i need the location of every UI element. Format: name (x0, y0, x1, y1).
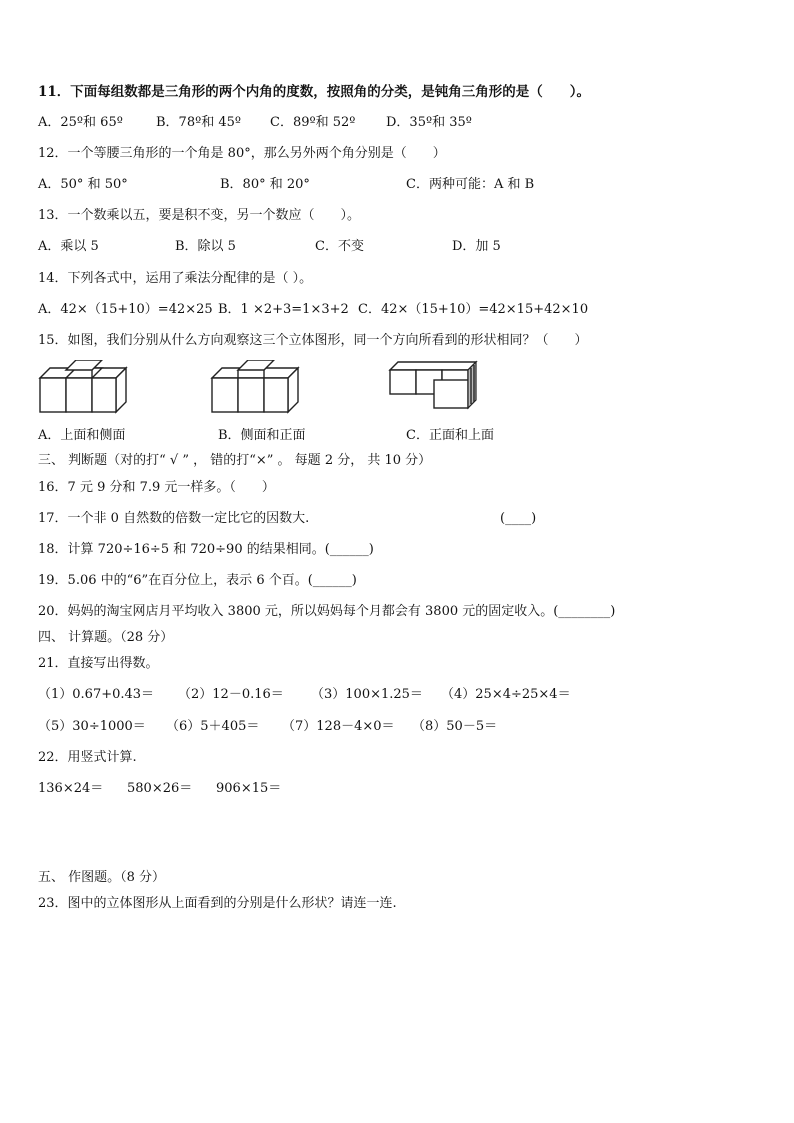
q21-item-6[interactable]: （6）5＋405＝ (166, 719, 260, 734)
q15-option-c[interactable]: C．正面和上面 (406, 428, 494, 443)
q11-stem: 11．下面每组数都是三角形的两个内角的度数，按照角的分类，是钝角三角形的是（ ）。 (38, 84, 591, 100)
q14-option-c[interactable]: C．42×（15+10）=42×15+42×10 (358, 302, 589, 317)
q13-option-b[interactable]: B．除以 5 (175, 239, 236, 254)
q11-option-a[interactable]: A．25º和 65º (38, 115, 123, 130)
q22-item-1[interactable]: 136×24＝ (38, 781, 104, 796)
q13-option-a[interactable]: A．乘以 5 (38, 239, 99, 254)
q16-text: 16．7 元 9 分和 7.9 元一样多。（ ） (38, 480, 275, 495)
q21-item-3[interactable]: （3）100×1.25＝ (311, 687, 423, 702)
q21-item-2[interactable]: （2）12－0.16＝ (178, 687, 284, 702)
q21-item-4[interactable]: （4）25×4÷25×4＝ (441, 687, 571, 702)
q21-item-5[interactable]: （5）30÷1000＝ (38, 719, 146, 734)
q21-row-2 (38, 718, 497, 736)
section-4-title: 四、 计算题。（28 分） (38, 630, 174, 645)
q11-option-b[interactable]: B．78º和 45º (156, 115, 241, 130)
q21-stem: 21．直接写出得数。 (38, 656, 159, 671)
q17-answer-blank[interactable]: (____) (500, 511, 537, 526)
q21-row-1 (38, 686, 571, 704)
q13-stem: 13．一个数乘以五，要是积不变，另一个数应（ ）。 (38, 208, 361, 223)
q12-options (38, 176, 534, 194)
q21-item-1[interactable]: （1）0.67+0.43＝ (38, 687, 155, 702)
q20-text: 20．妈妈的淘宝网店月平均收入 3800 元，所以妈妈每个月都会有 3800 元的固定收入。(________) (38, 604, 616, 619)
q11-options (38, 114, 472, 132)
q12-option-c[interactable]: C．两种可能：A 和 B (406, 177, 535, 192)
section-5-title: 五、 作图题。（8 分） (38, 870, 166, 885)
q17-text: 17．一个非 0 自然数的倍数一定比它的因数大. (38, 511, 310, 526)
q14-option-a[interactable]: A．42×（15+10）=42×25 (38, 302, 213, 317)
q15-stem: 15．如图，我们分别从什么方向观察这三个立体图形，同一个方向所看到的形状相同？（ ） (38, 333, 588, 348)
q18-text: 18．计算 720÷16÷5 和 720÷90 的结果相同。(______) (38, 542, 374, 557)
q12-stem: 12．一个等腰三角形的一个角是 80°，那么另外两个角分别是（ ） (38, 146, 446, 161)
q11-option-d[interactable]: D．35º和 35º (386, 115, 472, 130)
q21-item-8[interactable]: （8）50－5＝ (412, 719, 498, 734)
q22-item-2[interactable]: 580×26＝ (127, 781, 193, 796)
q15-figure-2 (210, 360, 306, 414)
q12-option-a[interactable]: A．50° 和 50° (38, 177, 128, 192)
q11-option-c[interactable]: C．89º和 52º (270, 115, 356, 130)
q14-options (38, 301, 588, 319)
q15-option-b[interactable]: B．侧面和正面 (218, 428, 306, 443)
q23-text: 23．图中的立体图形从上面看到的分别是什么形状？请连一连. (38, 896, 397, 911)
q19-text: 19．5.06 中的“6”在百分位上，表示 6 个百。(______) (38, 573, 357, 588)
q14-stem: 14．下列各式中，运用了乘法分配律的是（ ）。 (38, 271, 313, 286)
q15-figure-3 (388, 360, 482, 412)
q13-option-d[interactable]: D．加 5 (452, 239, 501, 254)
q12-option-b[interactable]: B．80° 和 20° (220, 177, 310, 192)
q15-options (38, 427, 494, 445)
q13-options (38, 238, 501, 256)
q22-items (38, 780, 281, 798)
q14-option-b[interactable]: B．1 ×2+3=1×3+2 (218, 302, 349, 317)
q15-figure-1 (38, 360, 134, 414)
q22-item-3[interactable]: 906×15＝ (216, 781, 282, 796)
q22-stem: 22．用竖式计算. (38, 750, 137, 765)
q13-option-c[interactable]: C．不变 (315, 239, 364, 254)
q21-item-7[interactable]: （7）128－4×0＝ (282, 719, 395, 734)
q15-figures (38, 360, 498, 416)
section-3-title: 三、 判断题（对的打“ √ ” ， 错的打“×” 。 每题 2 分， 共 10 分） (38, 453, 432, 468)
q15-option-a[interactable]: A．上面和侧面 (38, 428, 126, 443)
